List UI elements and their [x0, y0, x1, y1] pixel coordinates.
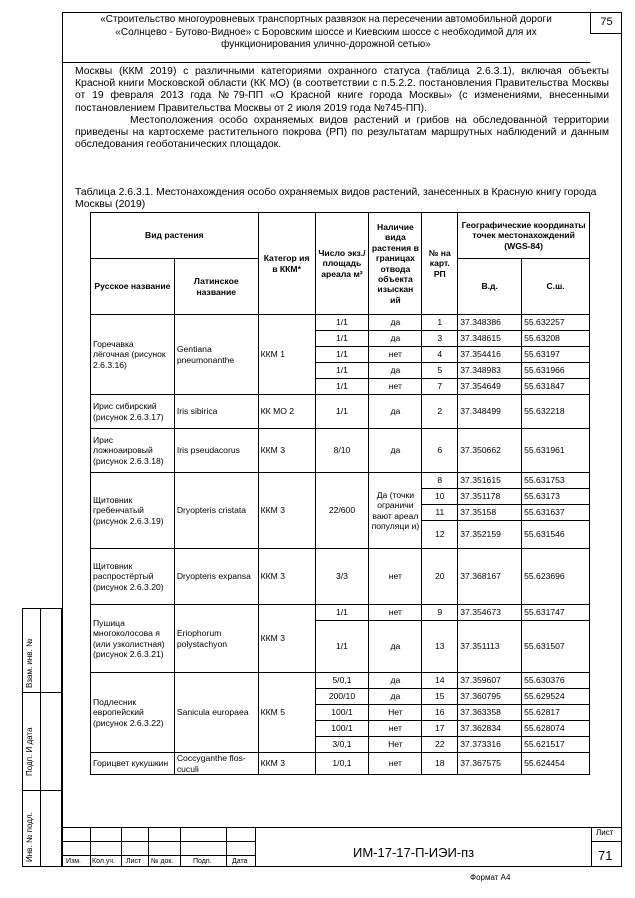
cell-lat: 55.632257	[522, 315, 590, 331]
cell-presence: Нет	[369, 737, 422, 753]
species-ru: Пушица многоколосова я (или узколистная) (рисунок 2.6.3.21)	[91, 605, 175, 673]
cell-count: 8/10	[315, 429, 369, 473]
stamp-izm: Изм.	[66, 858, 81, 865]
cell-presence: да	[369, 689, 422, 705]
cell-map: 8	[422, 473, 458, 489]
cell-map: 22	[422, 737, 458, 753]
cell-lat: 55.631961	[522, 429, 590, 473]
cell-count: 100/1	[315, 705, 369, 721]
title-block-col-line	[255, 827, 256, 867]
cell-lat: 55.632218	[522, 395, 590, 429]
cell-lon: 37.350662	[458, 429, 522, 473]
cell-map: 5	[422, 363, 458, 379]
header-page-number: 75	[590, 12, 622, 34]
cell-lat: 55.631747	[522, 605, 590, 621]
species-cat: ККМ 3	[258, 605, 315, 673]
species-cat: ККМ 3	[258, 753, 315, 775]
cell-lat: 55.63173	[522, 489, 590, 505]
side-label-inv: Инв. № подл.	[25, 812, 34, 862]
cell-map: 18	[422, 753, 458, 775]
title-block-col-line	[148, 827, 149, 867]
header-latin: Латинское название	[174, 259, 258, 315]
cell-count: 1/1	[315, 395, 369, 429]
header-line-2: «Солнцево - Бутово-Видное» с Боровским шоссе и Киевским шоссе с необходимой для их	[115, 26, 537, 38]
species-ru: Горицвет кукушкин	[91, 753, 175, 775]
stamp-koluch: Кол.уч.	[92, 858, 115, 865]
cell-count: 1/1	[315, 379, 369, 395]
cell-map: 20	[422, 549, 458, 605]
cell-presence: да	[369, 331, 422, 347]
cell-lon: 37.363358	[458, 705, 522, 721]
cell-lat: 55.628074	[522, 721, 590, 737]
cell-presence: да	[369, 395, 422, 429]
header-line-1: «Строительство многоуровневых транспортных развязок на пересечении автомобильной дороги	[100, 14, 552, 25]
cell-lat: 55.631507	[522, 621, 590, 673]
cell-count: 5/0,1	[315, 673, 369, 689]
species-la: Eriophorum polystachyon	[174, 605, 258, 673]
side-label-podp: Подп. И дата	[25, 727, 34, 776]
header-lat: С.ш.	[522, 259, 590, 315]
header-lon: В.д.	[458, 259, 522, 315]
cell-lon: 37.351178	[458, 489, 522, 505]
side-stamp-value-column	[40, 608, 62, 867]
species-la: Dryopteris cristata	[174, 473, 258, 549]
cell-lat: 55.63208	[522, 331, 590, 347]
cell-map: 2	[422, 395, 458, 429]
cell-lon: 37.354649	[458, 379, 522, 395]
cell-presence: да	[369, 621, 422, 673]
species-ru: Горечавка лёгочная (рисунок 2.6.3.16)	[91, 315, 175, 395]
sheet-label: Лист	[596, 828, 614, 837]
cell-count: 22/600	[315, 473, 369, 549]
title-block-top-line	[62, 827, 622, 828]
side-label-vzam: Взам. инв. №	[25, 638, 34, 688]
cell-count: 3/0,1	[315, 737, 369, 753]
cell-map: 10	[422, 489, 458, 505]
cell-presence: нет	[369, 347, 422, 363]
cell-count: 1/1	[315, 347, 369, 363]
cell-count: 1/0,1	[315, 753, 369, 775]
species-la: Iris pseudacorus	[174, 429, 258, 473]
cell-map: 15	[422, 689, 458, 705]
species-cat: ККМ 3	[258, 549, 315, 605]
cell-lon: 37.35158	[458, 505, 522, 521]
cell-lon: 37.348499	[458, 395, 522, 429]
cell-lat: 55.630376	[522, 673, 590, 689]
cell-count: 200/10	[315, 689, 369, 705]
species-ru: Щитовник распростёртый (рисунок 2.6.3.20)	[91, 549, 175, 605]
cell-presence: нет	[369, 753, 422, 775]
cell-count: 100/1	[315, 721, 369, 737]
cell-lat: 55.621517	[522, 737, 590, 753]
cell-presence: нет	[369, 721, 422, 737]
title-block-row-line	[591, 841, 622, 842]
cell-count: 1/1	[315, 315, 369, 331]
cell-map: 11	[422, 505, 458, 521]
species-cat: ККМ 1	[258, 315, 315, 395]
species-la: Coccyganthe flos-cuculi	[174, 753, 258, 775]
table-caption: Таблица 2.6.3.1. Местонахождения особо охраняемых видов растений, занесенных в Красную книгу города Москвы (2019)	[75, 187, 597, 211]
cell-map: 6	[422, 429, 458, 473]
cell-count: 1/1	[315, 363, 369, 379]
cell-lat: 55.631546	[522, 521, 590, 549]
species-cat: ККМ 5	[258, 673, 315, 753]
cell-map: 12	[422, 521, 458, 549]
species-la: Dryopteris expansa	[174, 549, 258, 605]
cell-presence: да	[369, 363, 422, 379]
title-block-col-line	[591, 827, 592, 867]
cell-presence: да	[369, 429, 422, 473]
side-stamp-divider	[22, 692, 62, 693]
title-block-col-line	[90, 827, 91, 867]
title-block-col-line	[180, 827, 181, 867]
cell-map: 1	[422, 315, 458, 331]
cell-lon: 37.348615	[458, 331, 522, 347]
stamp-ndok: № док.	[151, 858, 174, 865]
cell-presence: Нет	[369, 705, 422, 721]
header-presence: Наличие вида растения в границах отвода объекта изыскан ий	[369, 213, 422, 315]
cell-lon: 37.348386	[458, 315, 522, 331]
title-block-col-line	[226, 827, 227, 867]
cell-lon: 37.354673	[458, 605, 522, 621]
cell-lon: 37.348983	[458, 363, 522, 379]
cell-lat: 55.624454	[522, 753, 590, 775]
species-cat: ККМ 3	[258, 429, 315, 473]
title-block-col-line	[121, 827, 122, 867]
cell-lon: 37.367575	[458, 753, 522, 775]
cell-lat: 55.62817	[522, 705, 590, 721]
cell-lat: 55.623696	[522, 549, 590, 605]
header-count: Число экз./ площадь ареала м²	[315, 213, 369, 315]
species-ru: Ирис сибирский (рисунок 2.6.3.17)	[91, 395, 175, 429]
cell-map: 7	[422, 379, 458, 395]
cell-lat: 55.629524	[522, 689, 590, 705]
cell-count: 1/1	[315, 331, 369, 347]
stamp-data: Дата	[232, 858, 248, 865]
species-cat: ККМ 3	[258, 473, 315, 549]
header-line-3: функционирования улично-дорожной сетью»	[221, 39, 431, 50]
cell-lat: 55.63197	[522, 347, 590, 363]
cell-lon: 37.368167	[458, 549, 522, 605]
cell-lon: 37.359607	[458, 673, 522, 689]
cell-map: 4	[422, 347, 458, 363]
cell-lat: 55.631637	[522, 505, 590, 521]
cell-map: 14	[422, 673, 458, 689]
cell-lon: 37.352159	[458, 521, 522, 549]
cell-presence: нет	[369, 379, 422, 395]
species-table-body	[91, 315, 590, 775]
species-la: Gentiana pneumonanthe	[174, 315, 258, 395]
paragraph-1: Москвы (ККМ 2019) с различными категориями охранного статуса (таблица 2.6.3.1), включая объекты Красной книги Московской области (КК МО) (в соответствии с п.5.2.2. постановления Правительства Москвы от 19 февраля 2013 года №79-ПП «О Красной книге города Москвы» (с изменениями, внесенными постановлением Правительства Москвы от 2 июля 2019 года №745-ПП).	[75, 66, 609, 114]
header-map-no: № на карт. РП	[422, 213, 458, 315]
side-stamp-divider	[22, 790, 62, 791]
cell-count: 1/1	[315, 605, 369, 621]
species-la: Sanicula europaea	[174, 673, 258, 753]
cell-map: 3	[422, 331, 458, 347]
cell-lon: 37.351615	[458, 473, 522, 489]
species-ru: Щитовник гребенчатый (рисунок 2.6.3.19)	[91, 473, 175, 549]
species-table	[90, 212, 590, 775]
header-category: Категор ия в ККМ*	[258, 213, 315, 315]
cell-lat: 55.631753	[522, 473, 590, 489]
cell-map: 13	[422, 621, 458, 673]
cell-lon: 37.351113	[458, 621, 522, 673]
stamp-list: Лист	[126, 858, 142, 865]
species-ru: Ирис ложноаировый (рисунок 2.6.3.18)	[91, 429, 175, 473]
sheet-number: 71	[598, 848, 613, 863]
cell-lat: 55.631847	[522, 379, 590, 395]
species-la: Iris sibirica	[174, 395, 258, 429]
cell-lat: 55.631966	[522, 363, 590, 379]
header-coords: Географические координаты точек местонахождений (WGS-84)	[458, 213, 590, 259]
cell-map: 9	[422, 605, 458, 621]
cell-lon: 37.373316	[458, 737, 522, 753]
cell-lon: 37.360795	[458, 689, 522, 705]
document-number: ИМ-17-17-П-ИЭИ-пз	[353, 845, 475, 860]
stamp-podp: Подп.	[193, 858, 212, 865]
species-cat: КК МО 2	[258, 395, 315, 429]
cell-map: 17	[422, 721, 458, 737]
cell-count: 3/3	[315, 549, 369, 605]
cell-presence: да	[369, 315, 422, 331]
species-ru: Подлесник европейский (рисунок 2.6.3.22)	[91, 673, 175, 753]
cell-count: 1/1	[315, 621, 369, 673]
document-header	[62, 12, 590, 63]
cell-map: 16	[422, 705, 458, 721]
cell-lon: 37.354416	[458, 347, 522, 363]
cell-presence: Да (точки ограничи вают ареал популяци и)	[369, 473, 422, 549]
paragraph-2: Местоположения особо охраняемых видов растений и грибов на обследованной территории приведены на картосхеме растительного покрова (РП) по результатам маршрутных наблюдений и данным обследования геоботанических площадок.	[75, 114, 609, 151]
header-species: Вид растения	[91, 213, 259, 259]
cell-presence: да	[369, 673, 422, 689]
cell-presence: нет	[369, 605, 422, 621]
body-text	[75, 66, 609, 151]
paper-format: Формат А4	[470, 873, 511, 882]
header-russian: Русское название	[91, 259, 175, 315]
cell-presence: нет	[369, 549, 422, 605]
cell-lon: 37.362834	[458, 721, 522, 737]
